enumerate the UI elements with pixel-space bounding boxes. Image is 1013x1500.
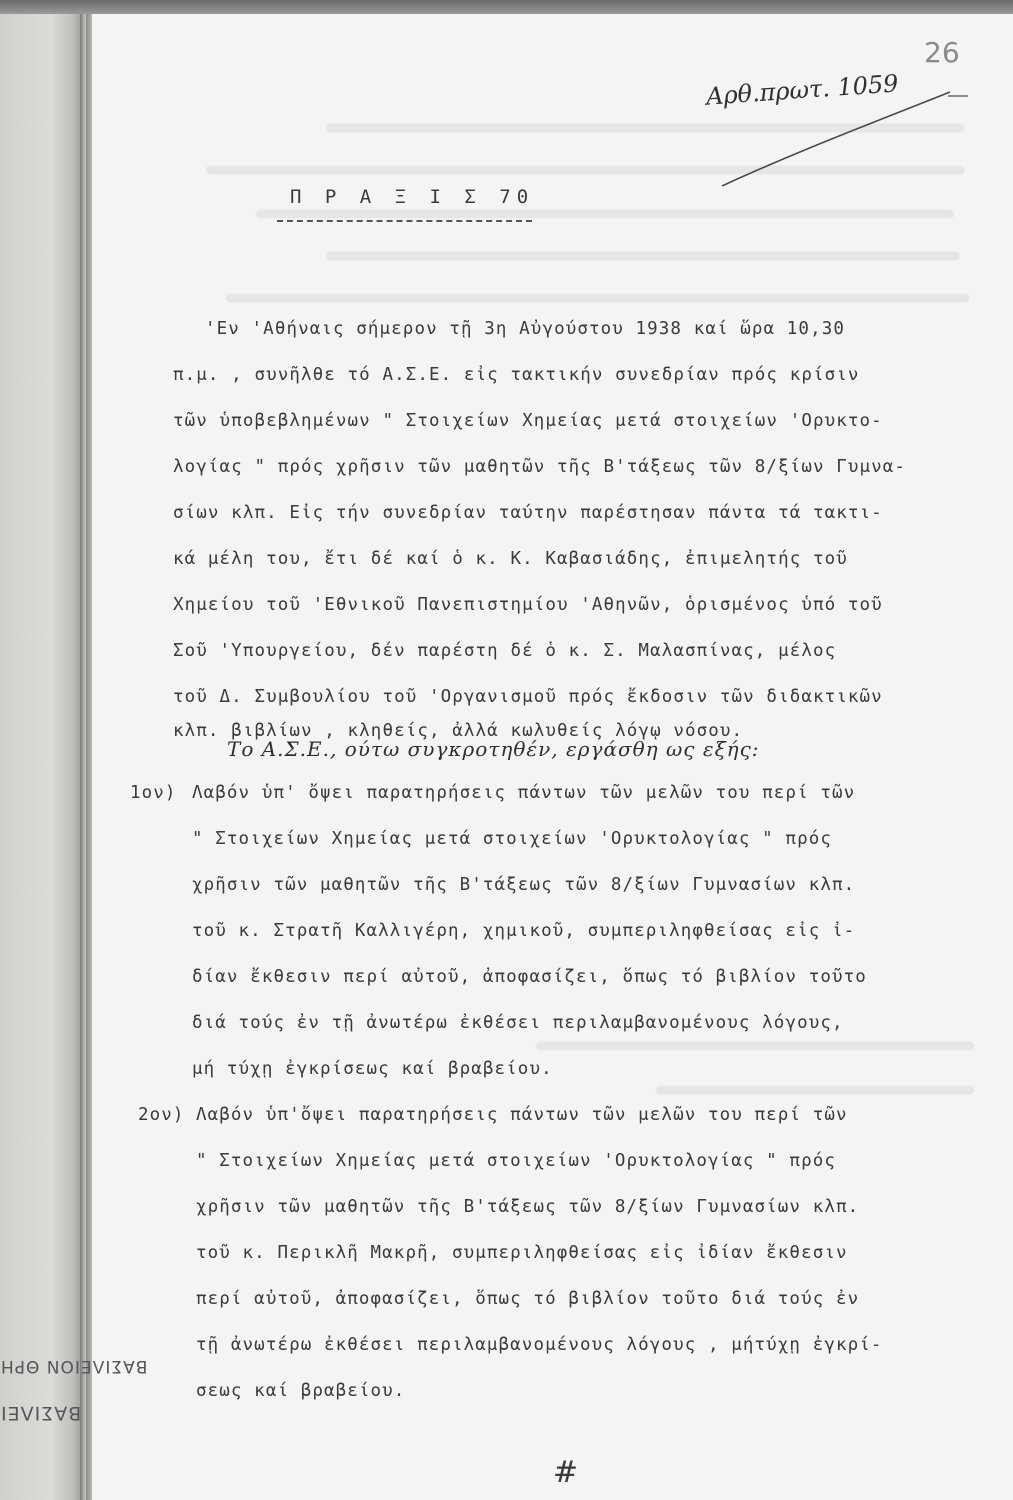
top-edge-band (0, 0, 1013, 14)
item-marker: 2ον) (138, 1105, 185, 1125)
body-line: τοῦ Δ. Συμβουλίου τοῦ 'Οργανισμοῦ πρός ἔκδοσιν τῶν διδακτικῶν (173, 687, 883, 707)
item-line: σεως καί βραβείου. (196, 1381, 406, 1401)
protocol-reference-note: Αρθ.πρωτ. 1059 (705, 69, 900, 111)
item-line: χρῆσιν τῶν μαθητῶν τῆς Β'τάξεως τῶν 8/ξίων Γυμνασίων κλπ. (192, 875, 856, 895)
item-line: περί αὐτοῦ, ἀποφασίζει, ὅπως τό βιβλίον τοῦτο διά τούς ἐν (196, 1289, 860, 1309)
item-line: Λαβόν ὑπ' ὄψει παρατηρήσεις πάντων τῶν μελῶν του περί τῶν (192, 783, 856, 803)
item-marker: 1ον) (130, 783, 177, 803)
item-line: τοῦ κ. Στρατῆ Καλλιγέρη, χημικοῦ, συμπεριληφθείσας εἰς ἰ- (192, 921, 856, 941)
body-line: κά μέλη του, ἔτι δέ καί ὁ κ. Κ. Καβασιάδης, ἐπιμελητής τοῦ (173, 549, 848, 569)
body-line: σίων κλπ. Εἰς τήν συνεδρίαν ταύτην παρέστησαν πάντα τά τακτι- (173, 503, 883, 523)
document-title: Π Ρ Α Ξ Ι Σ 70 (290, 186, 535, 208)
body-line: Σοῦ 'Υπουργείου, δέν παρέστη δέ ὁ κ. Σ. Μαλασπίνας, μέλος (173, 641, 837, 661)
item-line: τῇ ἀνωτέρω ἐκθέσει περιλαμβανομένους λόγους , μήτύχῃ ἐγκρί- (196, 1335, 883, 1355)
item-line: τοῦ κ. Περικλῆ Μακρῆ, συμπεριληφθείσας εἰς ἰδίαν ἔκθεσιν (196, 1243, 848, 1263)
body-line: Χημείου τοῦ 'Εθνικοῦ Πανεπιστημίου 'Αθηνῶν, ὁρισμένος ὑπό τοῦ (173, 595, 883, 615)
body-line: τῶν ὑποβεβλημένων " Στοιχείων Χημείας μετά στοιχείων 'Ορυκτο- (173, 411, 883, 431)
item-line: " Στοιχείων Χημείας μετά στοιχείων 'Ορυκτολογίας " πρός (196, 1151, 836, 1171)
body-line: λογίας " πρός χρῆσιν τῶν μαθητῶν τῆς Β'τάξεως τῶν 8/ξίων Γυμνα- (173, 457, 907, 477)
binding-shadow (80, 14, 86, 1500)
archive-stamp-upper: ΒΑΣΙΛΕΙΟΝ ΘΡΗ (0, 1356, 148, 1376)
item-line: χρῆσιν τῶν μαθητῶν τῆς Β'τάξεως τῶν 8/ξίων Γυμνασίων κλπ. (196, 1197, 860, 1217)
item-line: διά τούς ἐν τῇ ἀνωτέρω ἐκθέσει περιλαμβανομένους λόγους, (192, 1013, 844, 1033)
body-line: κλπ. βιβλίων , κληθείς, ἀλλά κωλυθείς λόγῳ νόσου. (173, 721, 744, 741)
body-line: π.μ. , συνῆλθε τό Α.Σ.Ε. εἰς τακτικήν συνεδρίαν πρός κρίσιν (173, 365, 860, 385)
closing-mark: # (553, 1455, 579, 1490)
item-line: δίαν ἔκθεσιν περί αὐτοῦ, ἀποφασίζει, ὅπως τό βιβλίον τοῦτο (192, 967, 867, 987)
item-line: " Στοιχείων Χημείας μετά στοιχείων 'Ορυκτολογίας " πρός (192, 829, 832, 849)
archive-stamp-lower: ΒΑΣΙΛΕΙ (0, 1402, 82, 1424)
title-underline (277, 220, 532, 222)
handwritten-insert: Το Α.Σ.Ε., ούτω συγκροτηθέν, εργάσθη ως εξής: (227, 737, 760, 761)
item-line: Λαβόν ὑπ'ὄψει παρατηρήσεις πάντων τῶν μελῶν του περί τῶν (196, 1105, 848, 1125)
body-line: 'Εν 'Αθήναις σήμερον τῇ 3η Αὐγούστου 1938 καί ὥρα 10,30 (205, 319, 845, 339)
item-line: μή τύχῃ ἐγκρίσεως καί βραβείου. (192, 1059, 553, 1079)
book-binding (0, 0, 92, 1500)
page-number: 26 (924, 36, 960, 69)
